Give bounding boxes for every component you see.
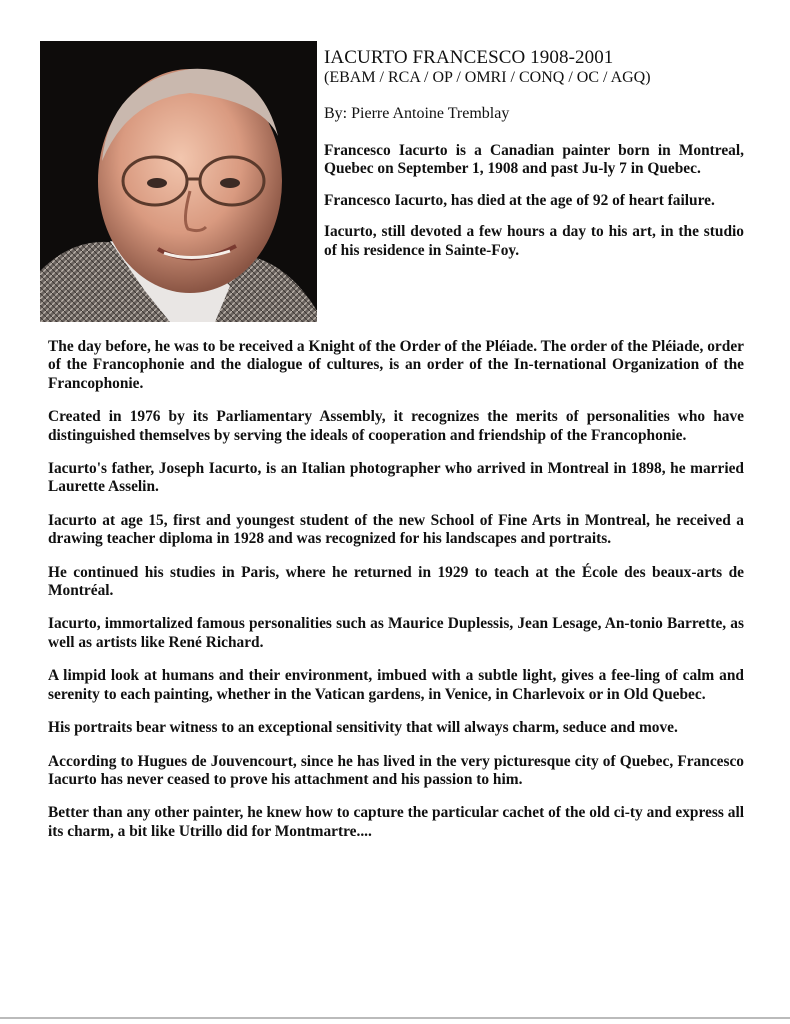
body-paragraph: A limpid look at humans and their environment, imbued with a subtle light, gives a fee-ling of calm and serenity to each painting, whether in the Vatican gardens, in Venice, in Charlevoix or in Old Quebec. (48, 667, 744, 703)
body-paragraph: He continued his studies in Paris, where he returned in 1929 to teach at the École des beaux-arts de Montréal. (48, 563, 744, 600)
byline: By: Pierre Antoine Tremblay (324, 105, 510, 122)
intro-paragraph: Francesco Iacurto, has died at the age of 92 of heart failure. (324, 191, 715, 209)
body-paragraph: Created in 1976 by its Parliamentary Assembly, it recognizes the merits of personalities who have distinguished themselves by serving the ideals of cooperation and friendship of the Francophonie. (48, 408, 744, 444)
intro-paragraph: Iacurto, still devoted a few hours a day to his art, in the studio of his residence in Sainte-Foy. (324, 223, 744, 259)
portrait-photo (40, 41, 317, 322)
title-abbreviations: (EBAM / RCA / OP / OMRI / CONQ / OC / AGQ) (324, 69, 651, 86)
article-body (48, 338, 744, 856)
intro-paragraph: Francesco Iacurto is a Canadian painter born in Montreal, Quebec on September 1, 1908 and past Ju-ly 7 in Quebec. (324, 141, 744, 177)
body-paragraph: Iacurto at age 15, first and youngest student of the new School of Fine Arts in Montreal, he received a drawing teacher diploma in 1928 and was recognized for his landscapes and portraits. (48, 511, 744, 548)
body-paragraph: Iacurto's father, Joseph Iacurto, is an Italian photographer who arrived in Montreal in 1898, he married Laurette Asselin. (48, 460, 744, 496)
header-block (324, 47, 744, 260)
body-paragraph: Iacurto, immortalized famous personalities such as Maurice Duplessis, Jean Lesage, An-tonio Barrette, as well as artists like René Richard. (48, 615, 744, 651)
body-paragraph: According to Hugues de Jouvencourt, since he has lived in the very picturesque city of Quebec, Francesco Iacurto has never ceased to prove his attachment and his passion to him. (48, 752, 744, 788)
body-paragraph: His portraits bear witness to an exceptional sensitivity that will always charm, seduce and move. (48, 719, 678, 737)
body-paragraph: Better than any other painter, he knew how to capture the particular cachet of the old ci-ty and express all its charm, a bit like Utrillo did for Montmartre.... (48, 804, 744, 840)
portrait-photo-icon (40, 41, 317, 322)
body-paragraph: The day before, he was to be received a Knight of the Order of the Pléiade. The order of the Pléiade, order of the Francophonie and the dialogue of cultures, is an order of the In-ternational Organization of the Francophonie. (48, 338, 744, 392)
page-title: IACURTO FRANCESCO 1908-2001 (324, 47, 614, 68)
page-bottom-rule (0, 1017, 790, 1019)
